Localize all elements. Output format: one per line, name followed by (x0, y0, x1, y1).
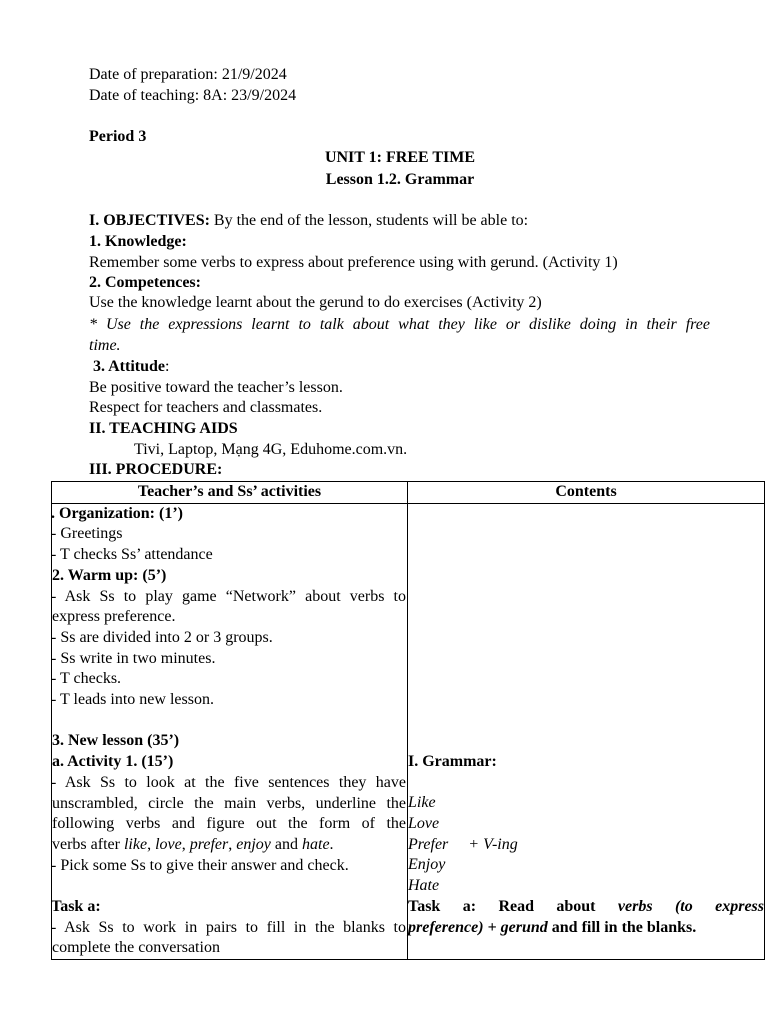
spacer (408, 938, 764, 959)
verb-prefer: Prefer (408, 835, 449, 853)
text-segment: , (147, 835, 156, 853)
task-a-line-1: - Ask Ss to work in pairs to fill in the blanks to (51, 918, 406, 936)
warmup-step-1b: express preference. (52, 608, 176, 626)
unit-title: UNIT 1: FREE TIME (324, 149, 476, 166)
knowledge-heading: 1. Knowledge: (89, 233, 187, 250)
warmup-step-3: - Ss write in two minutes. (51, 649, 216, 667)
grammar-heading: I. Grammar: (408, 752, 497, 770)
spacer (408, 731, 764, 752)
spacer (408, 586, 764, 607)
teaching-aids-text: Tivi, Laptop, Mạng 4G, Eduhome.com.vn. (134, 441, 408, 458)
text-segment: and (270, 835, 302, 853)
table-header-row (52, 482, 765, 504)
warmup-step-4: - T checks. (51, 670, 122, 688)
text-segment: preference) + gerund (408, 918, 548, 936)
warmup-heading: 2. Warm up: (5’) (52, 566, 167, 584)
verb-hate: hate (302, 835, 330, 853)
attitude-text-2: Respect for teachers and classmates. (89, 399, 323, 416)
new-lesson-heading: 3. New lesson (35’) (52, 732, 180, 750)
grammar-verb-like: Like (408, 794, 436, 812)
spacer (52, 711, 406, 732)
grammar-verb-prefer (408, 835, 764, 856)
text-segment: verbs (to express (617, 897, 764, 915)
spacer (408, 773, 764, 794)
text-segment: . (329, 835, 334, 853)
procedure-table (51, 481, 765, 960)
teaching-aids-heading: II. TEACHING AIDS (89, 420, 238, 437)
warmup-step-5: - T leads into new lesson. (51, 691, 214, 709)
attitude-line (93, 357, 169, 377)
verb-like: like (123, 835, 148, 853)
verb-enjoy: enjoy (236, 835, 271, 853)
spacer (408, 628, 764, 649)
org-step-1: - Greetings (51, 525, 123, 543)
spacer (52, 876, 406, 897)
objectives-intro: By the end of the lesson, students will be able to: (209, 212, 529, 229)
warmup-step-1a: - Ask Ss to play game “Network” about verbs to (51, 587, 406, 605)
verb-prefer: prefer (189, 835, 229, 853)
activities-column-header: Teacher’s and Ss’ activities (52, 482, 408, 504)
date-of-teaching: Date of teaching: 8A: 23/9/2024 (89, 87, 297, 104)
table-row (52, 503, 765, 959)
activity1-line-d (52, 835, 406, 856)
spacer (408, 504, 764, 525)
activity1-line-c: following verbs and figure out the form of the (52, 815, 406, 833)
contents-cell (408, 503, 765, 959)
activity1-line-e: - Pick some Ss to give their answer and check. (51, 856, 349, 874)
activity1-line-b: unscrambled, circle the main verbs, underline the (52, 794, 406, 812)
grammar-verb-hate: Hate (408, 877, 440, 895)
org-step-2: - T checks Ss’ attendance (51, 546, 213, 564)
procedure-heading: III. PROCEDURE: (89, 461, 223, 478)
gerund-formula: + V-ing (468, 835, 518, 853)
text-segment: , (228, 835, 237, 853)
spacer (408, 649, 764, 670)
text-segment: and fill in the blanks. (547, 918, 697, 936)
date-of-preparation: Date of preparation: 21/9/2024 (89, 66, 287, 83)
competences-note-line2: time. (89, 337, 121, 354)
period-label: Period 3 (89, 128, 147, 145)
attitude-text-1: Be positive toward the teacher’s lesson. (89, 379, 343, 396)
spacer (408, 566, 764, 587)
competences-heading: 2. Competences: (89, 274, 201, 291)
spacer (408, 524, 764, 545)
spacer (408, 669, 764, 690)
task-a-content-line-1 (408, 897, 764, 918)
text-segment: verbs after (52, 835, 124, 853)
activity1-line-a: - Ask Ss to look at the five sentences they have (51, 773, 406, 791)
activity1-heading: a. Activity 1. (15’) (52, 753, 174, 771)
task-a-line-2: complete the conversation (52, 939, 220, 957)
contents-column-header: Contents (408, 482, 765, 504)
spacer (408, 607, 764, 628)
task-a-heading: Task a: (51, 898, 101, 916)
attitude-colon: : (165, 358, 170, 375)
grammar-verb-love: Love (408, 815, 440, 833)
text-segment: , (181, 835, 190, 853)
competences-text: Use the knowledge learnt about the gerund to do exercises (Activity 2) (89, 294, 542, 311)
activities-cell (52, 503, 408, 959)
grammar-verb-enjoy: Enjoy (408, 856, 446, 874)
organization-heading: . Organization: (1’) (51, 504, 183, 522)
spacer (408, 545, 764, 566)
attitude-heading: 3. Attitude (93, 358, 165, 375)
task-a-content-line-2 (408, 918, 764, 939)
verb-love: love (155, 835, 182, 853)
lesson-title: Lesson 1.2. Grammar (325, 171, 475, 188)
objectives-line (89, 211, 528, 231)
objectives-heading: I. OBJECTIVES: (89, 212, 210, 229)
warmup-step-2: - Ss are divided into 2 or 3 groups. (51, 628, 273, 646)
competences-note-line1: * Use the expressions learnt to talk about what they like or dislike doing in their free (89, 316, 710, 333)
spacer (408, 690, 764, 711)
knowledge-text: Remember some verbs to express about preference using with gerund. (Activity 1) (89, 254, 618, 271)
text-segment: Task a: Read about (408, 897, 618, 915)
spacer (408, 711, 764, 732)
